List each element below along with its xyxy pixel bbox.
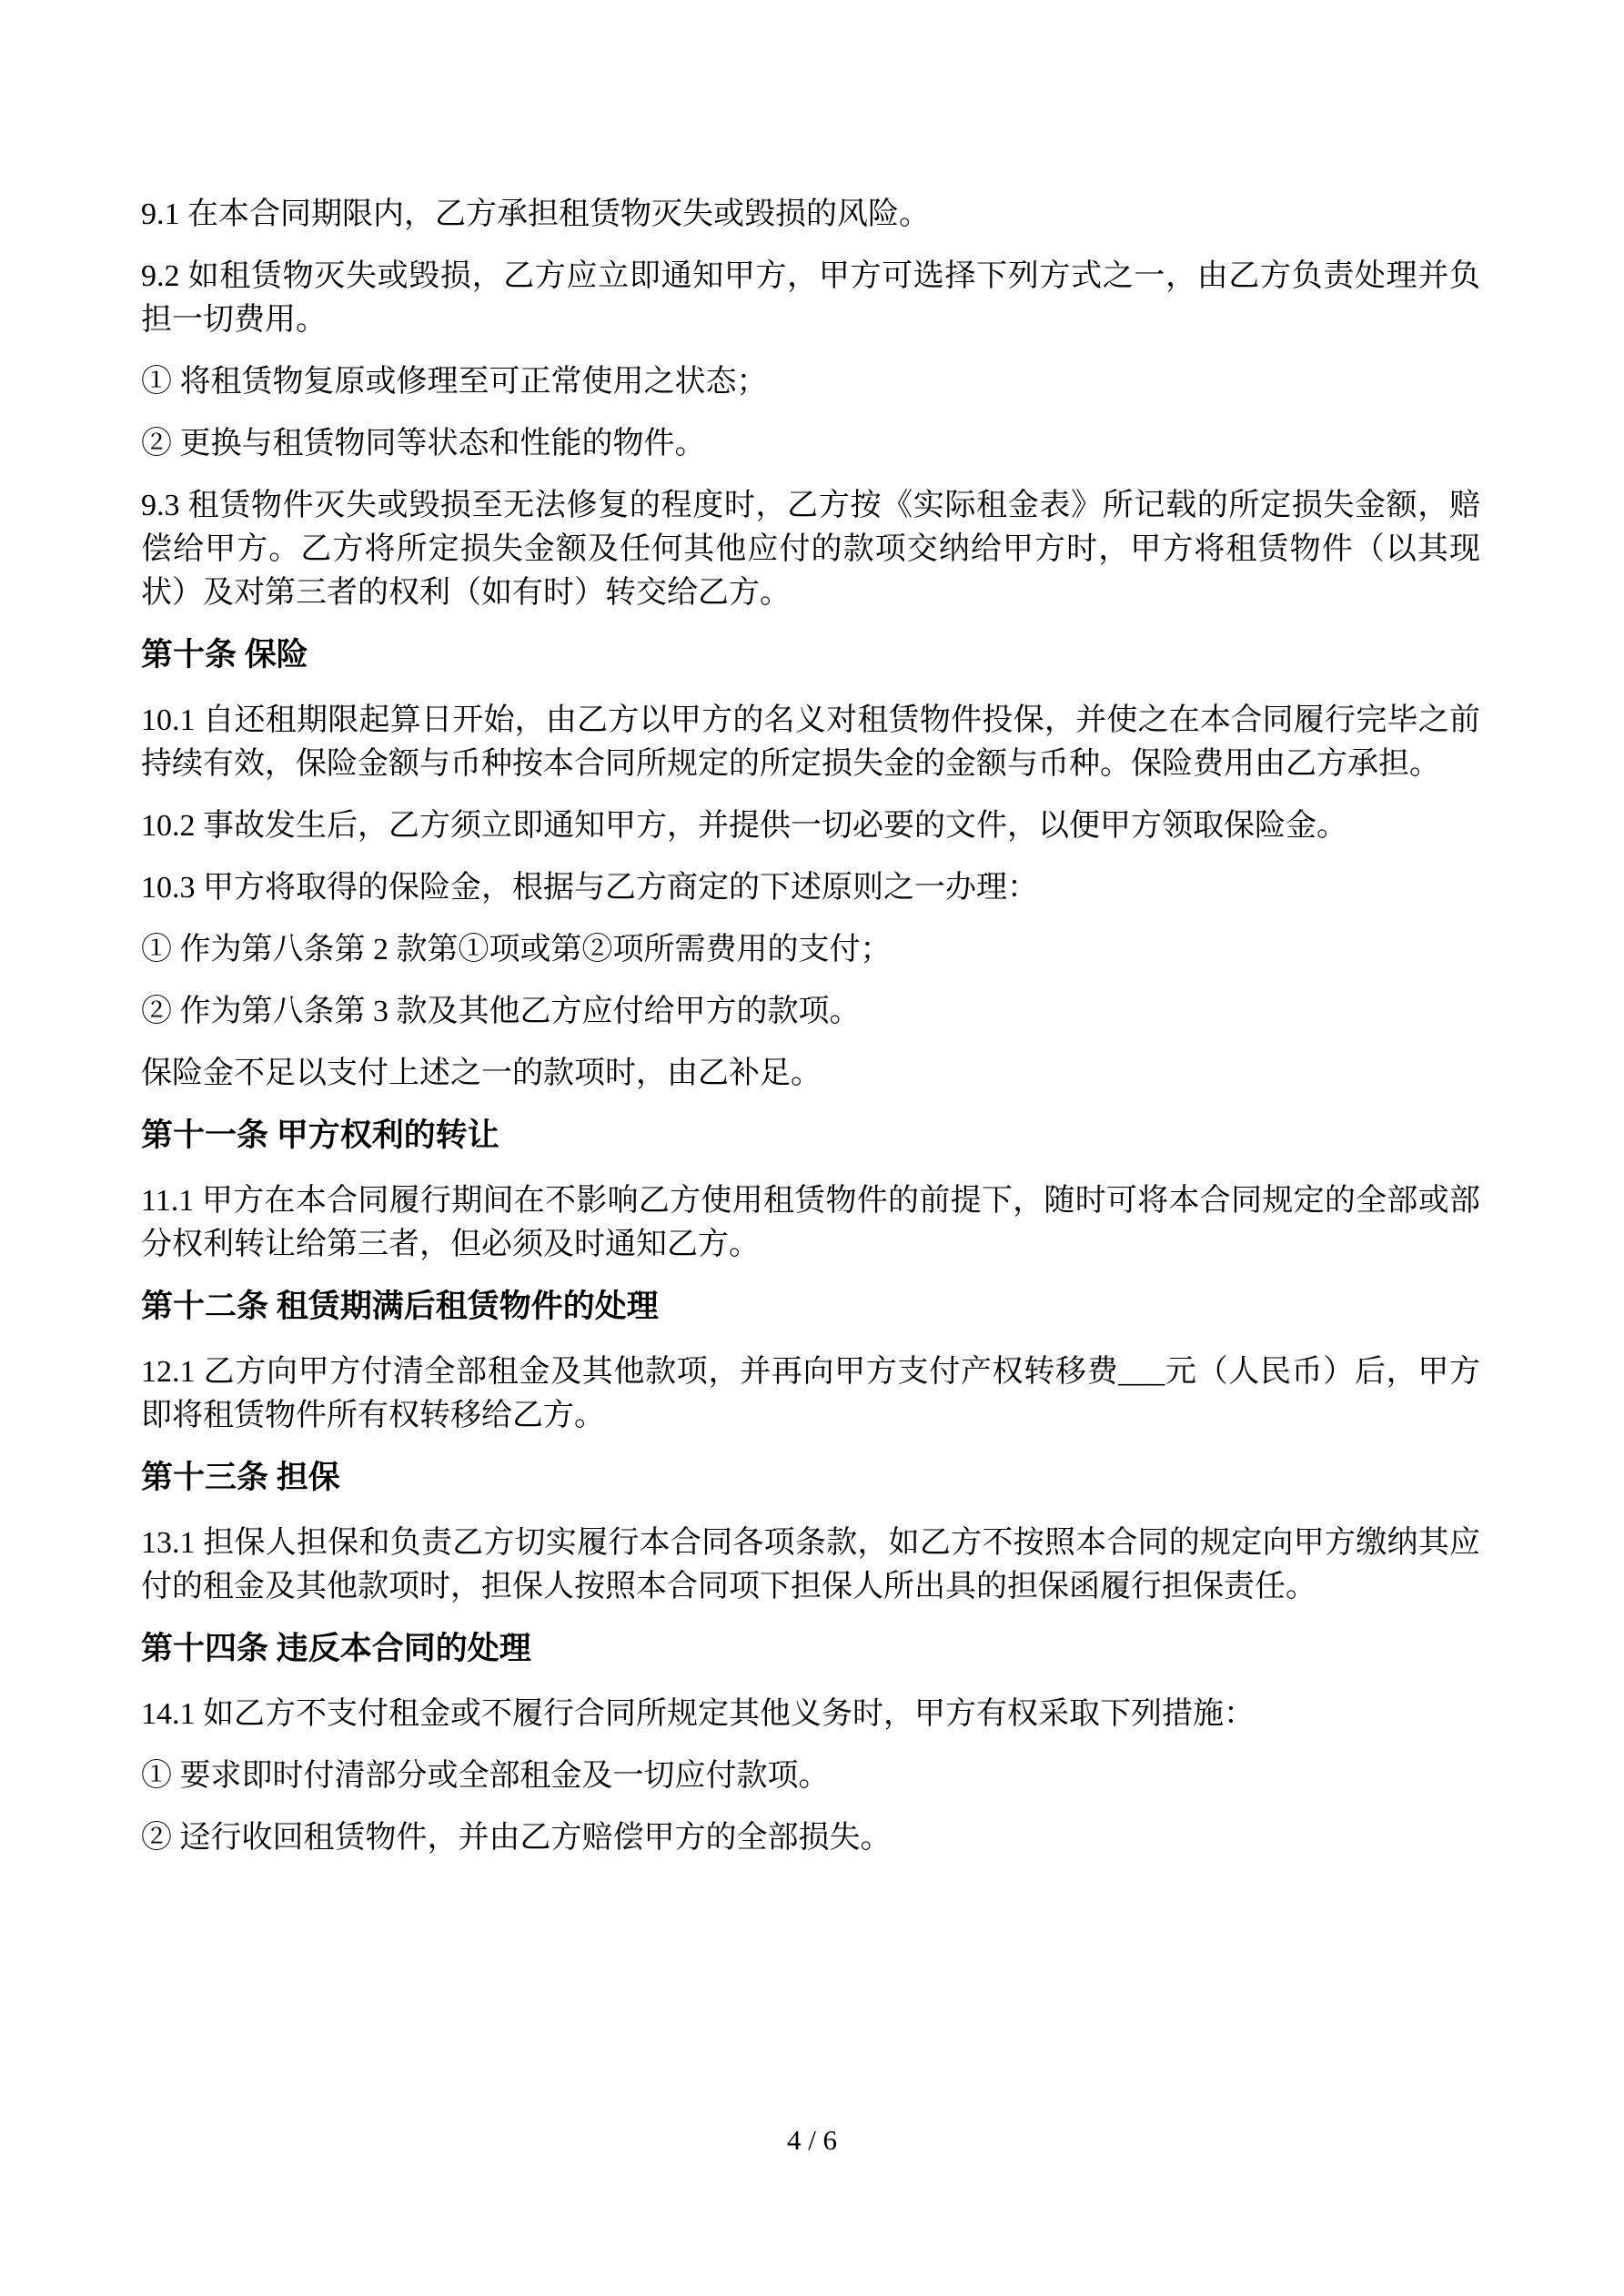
clause-14-1-item-1: ① 要求即时付清部分或全部租金及一切应付款项。 (141, 1759, 830, 1793)
clause-13-1: 13.1 担保人担保和负责乙方切实履行本合同各项条款，如乙方不按照本合同的规定向甲方缴纳其应付的租金及其他款项时，担保人按照本合同项下担保人所出具的担保函履行担保责任。 (141, 1526, 1480, 1603)
clause-9-2: 9.2 如租赁物灭失或毁损，乙方应立即通知甲方，甲方可选择下列方式之一，由乙方负责处理并负担一切费用。 (141, 259, 1480, 337)
clause-10-3-item-1: ① 作为第八条第 2 款第①项或第②项所需费用的支付； (141, 933, 892, 966)
clause-10-3: 10.3 甲方将取得的保险金，根据与乙方商定的下述原则之一办理： (141, 871, 1038, 905)
page-number: 4 / 6 (786, 2124, 838, 2156)
clause-9-3: 9.3 租赁物件灭失或毁损至无法修复的程度时，乙方按《实际租金表》所记载的所定损失金额，赔偿给甲方。乙方将所定损失金额及任何其他应付的款项交纳给甲方时，甲方将租赁物件（以其现状）及对第三者的权利（如有时）转交给乙方。 (141, 489, 1480, 610)
clause-12-1: 12.1 乙方向甲方付清全部租金及其他款项，并再向甲方支付产权转移费___元（人民币）后，甲方即将租赁物件所有权转移给乙方。 (141, 1355, 1480, 1432)
clause-14-1-item-2: ② 迳行收回租赁物件，并由乙方赔偿甲方的全部损失。 (141, 1821, 892, 1855)
clause-9-2-item-2: ② 更换与租赁物同等状态和性能的物件。 (141, 427, 706, 460)
heading-article-13: 第十三条 担保 (141, 1460, 340, 1495)
clause-10-2: 10.2 事故发生后，乙方须立即通知甲方，并提供一切必要的文件，以便甲方领取保险金。 (141, 809, 1347, 843)
heading-article-12: 第十二条 租赁期满后租赁物件的处理 (141, 1289, 659, 1324)
clause-10-3-item-2: ② 作为第八条第 3 款及其他乙方应付给甲方的款项。 (141, 995, 861, 1028)
heading-article-11: 第十一条 甲方权利的转让 (141, 1118, 499, 1153)
heading-article-14: 第十四条 违反本合同的处理 (141, 1631, 531, 1666)
clause-14-1: 14.1 如乙方不支付租金或不履行合同所规定其他义务时，甲方有权采取下列措施： (141, 1697, 1255, 1731)
clause-10-3-note: 保险金不足以支付上述之一的款项时，由乙补足。 (141, 1057, 822, 1090)
clause-9-1: 9.1 在本合同期限内，乙方承担租赁物灭失或毁损的风险。 (141, 197, 930, 231)
clause-10-1: 10.1 自还租期限起算日开始，由乙方以甲方的名义对租赁物件投保，并使之在本合同履行完毕之前持续有效，保险金额与币种按本合同所规定的所定损失金的金额与币种。保险费用由乙方承担。 (141, 703, 1480, 781)
clause-9-2-item-1: ① 将租赁物复原或修理至可正常使用之状态； (141, 365, 768, 399)
clause-11-1: 11.1 甲方在本合同履行期间在不影响乙方使用租赁物件的前提下，随时可将本合同规定的全部或部分权利转让给第三者，但必须及时通知乙方。 (141, 1184, 1480, 1261)
heading-article-10: 第十条 保险 (141, 637, 308, 673)
